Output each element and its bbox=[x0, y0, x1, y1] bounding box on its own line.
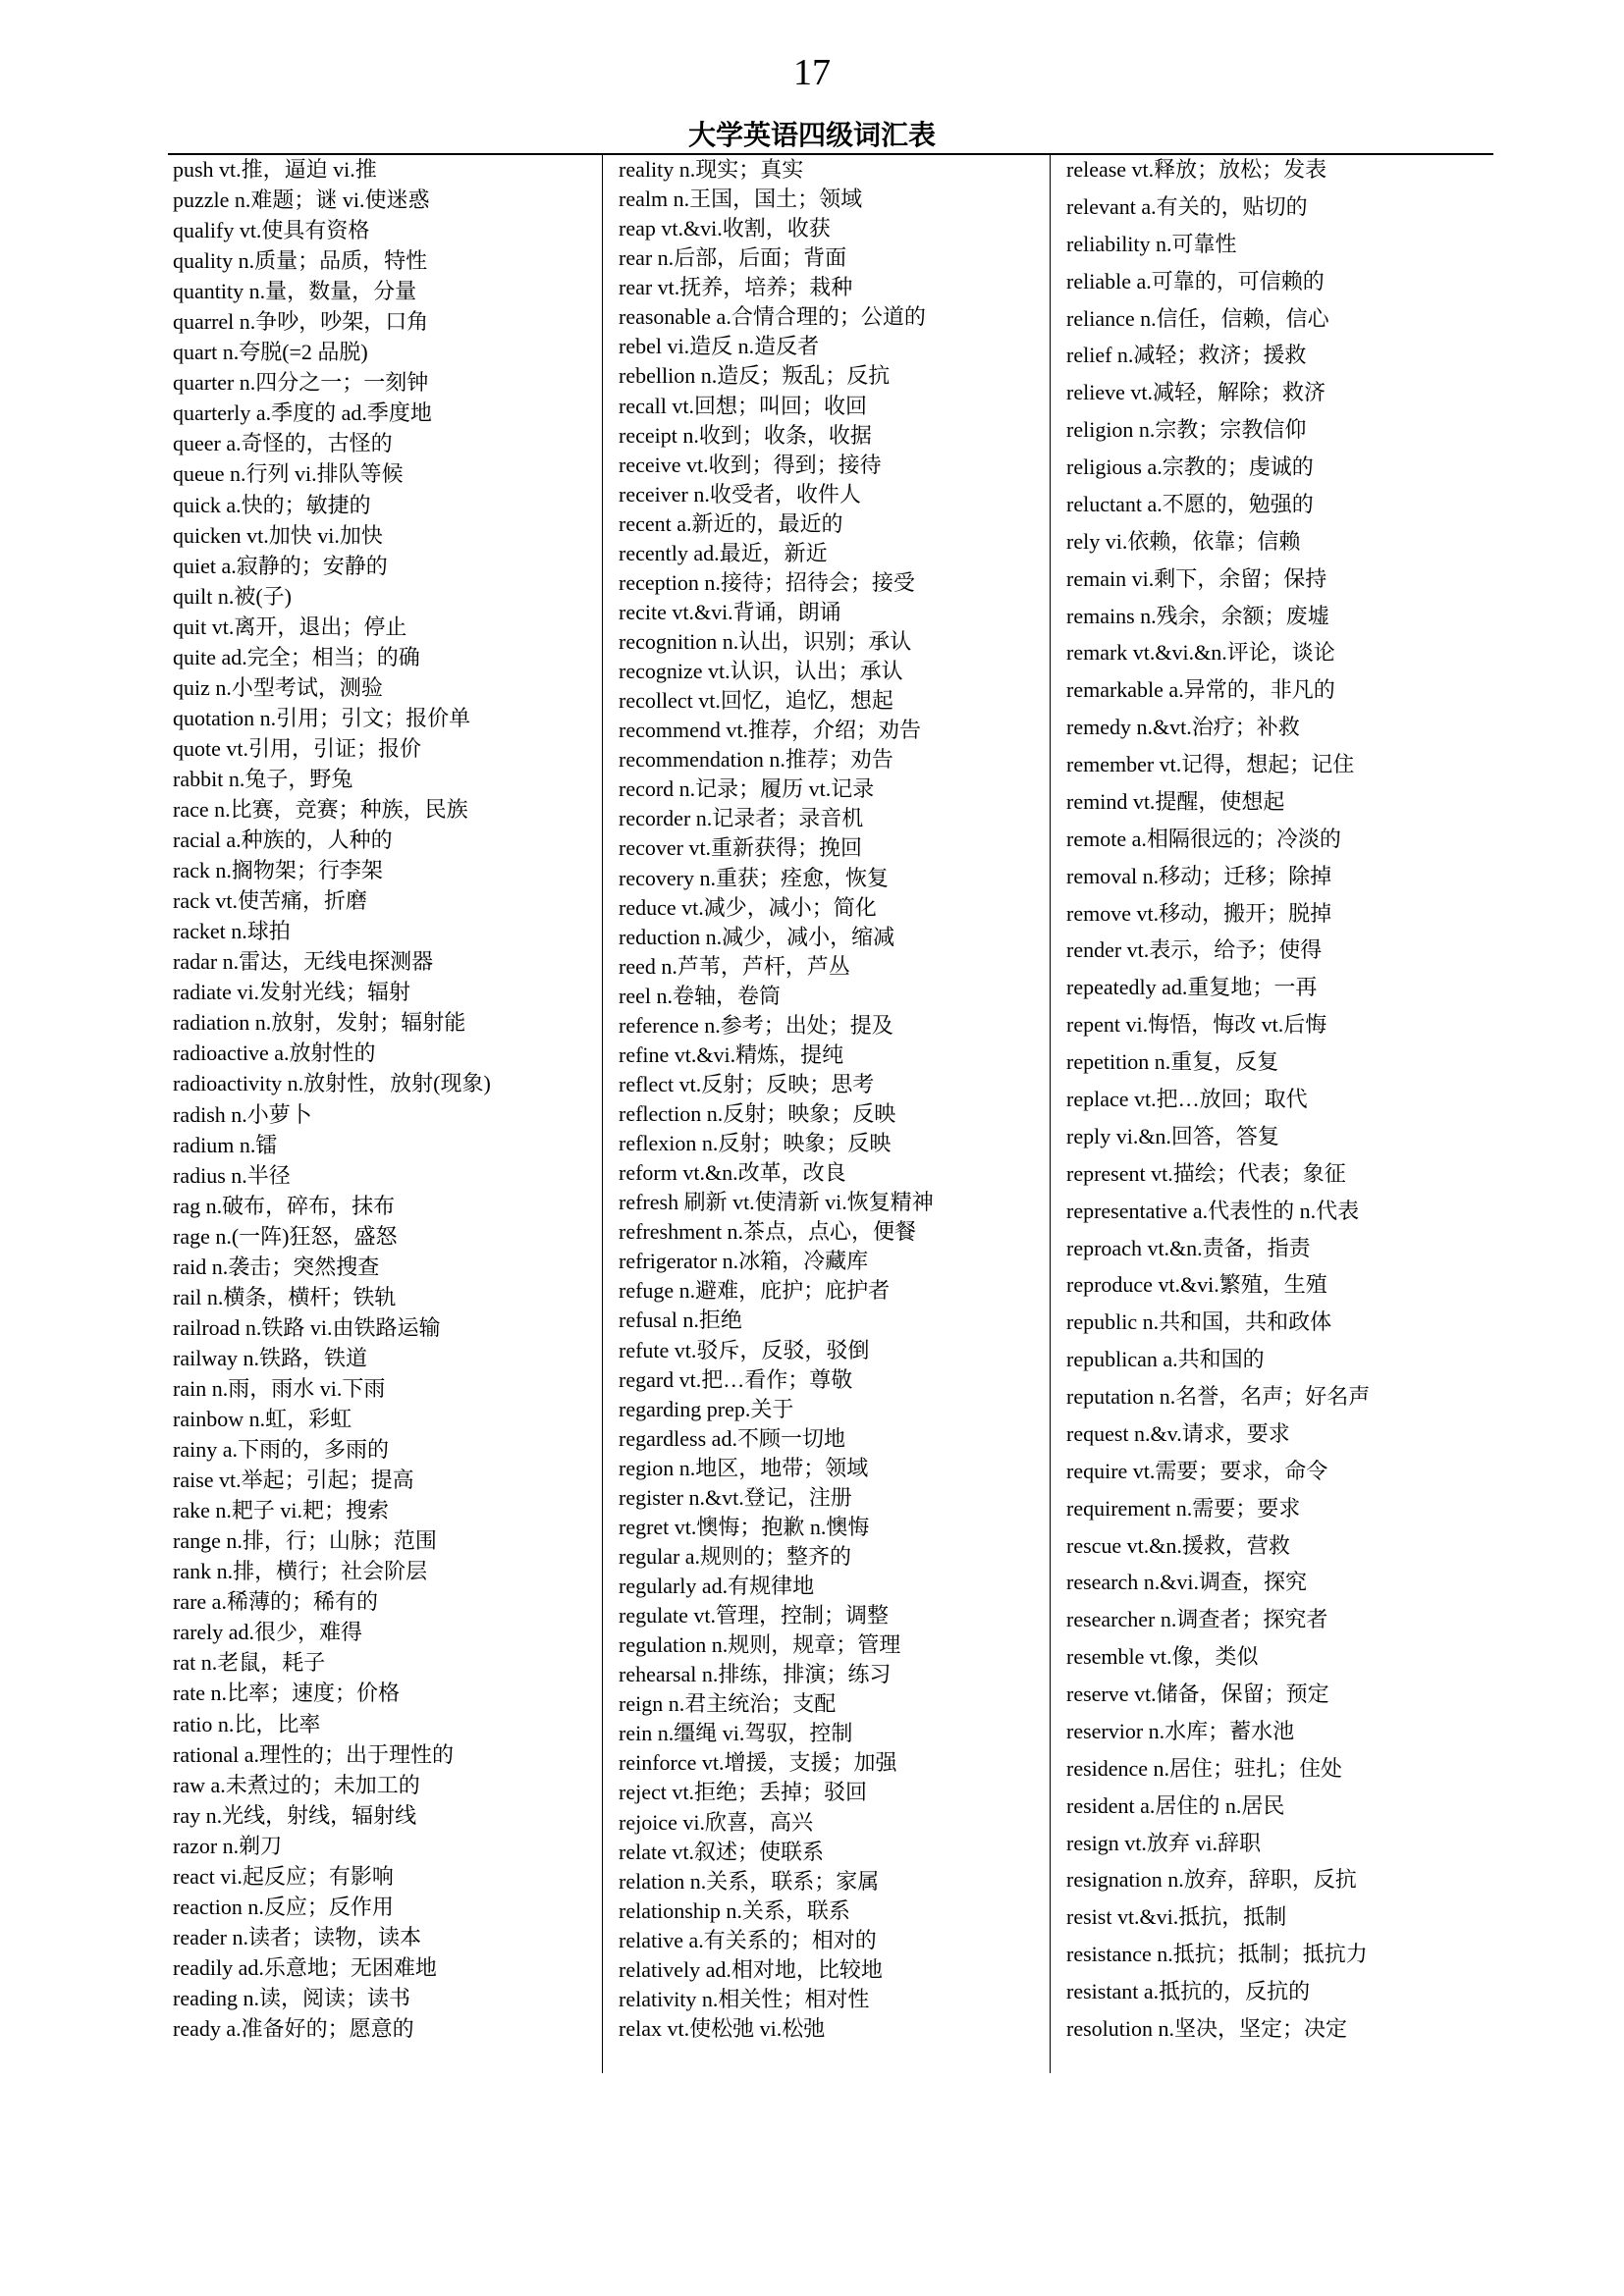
vocabulary-entry: ready a.准备好的；愿意的 bbox=[173, 2016, 414, 2041]
vocabulary-entry: rate n.比率；速度；价格 bbox=[173, 1681, 400, 1705]
vocabulary-entry: rear vt.抚养，培养；栽种 bbox=[619, 275, 853, 299]
vocabulary-entry: recognize vt.认识，认出；承认 bbox=[619, 659, 903, 683]
vocabulary-entry: recover vt.重新获得；挽回 bbox=[619, 835, 863, 860]
vocabulary-entry: resist vt.&vi.抵抗，抵制 bbox=[1066, 1904, 1287, 1929]
column-divider bbox=[602, 154, 603, 2073]
vocabulary-entry: relative a.有关系的；相对的 bbox=[619, 1928, 877, 1952]
vocabulary-entry: react vi.起反应；有影响 bbox=[173, 1864, 394, 1889]
vocabulary-entry: reliable a.可靠的，可信赖的 bbox=[1066, 269, 1325, 294]
vocabulary-entry: removal n.移动；迁移；除掉 bbox=[1066, 864, 1332, 888]
vocabulary-entry: qualify vt.使具有资格 bbox=[173, 218, 370, 242]
vocabulary-entry: racket n.球拍 bbox=[173, 919, 291, 943]
vocabulary-entry: regard vt.把…看作；尊敬 bbox=[619, 1367, 853, 1392]
vocabulary-entry: resistant a.抵抗的，反抗的 bbox=[1066, 1979, 1311, 2003]
vocabulary-entry: raid n.袭击；突然搜查 bbox=[173, 1255, 380, 1279]
vocabulary-entry: reasonable a.合情合理的；公道的 bbox=[619, 304, 926, 329]
vocabulary-entry: quantity n.量，数量，分量 bbox=[173, 279, 417, 303]
vocabulary-entry: reel n.卷轴，卷筒 bbox=[619, 984, 781, 1008]
vocabulary-entry: relativity n.相关性；相对性 bbox=[619, 1987, 870, 2011]
vocabulary-entry: radish n.小萝卜 bbox=[173, 1102, 312, 1127]
vocabulary-entry: relatively ad.相对地，比较地 bbox=[619, 1957, 883, 1982]
vocabulary-entry: quilt n.被(子) bbox=[173, 584, 292, 609]
vocabulary-entry: remedy n.&vt.治疗；补救 bbox=[1066, 715, 1300, 739]
vocabulary-entry: rake n.耙子 vi.耙；搜索 bbox=[173, 1498, 389, 1522]
vocabulary-entry: radioactivity n.放射性，放射(现象) bbox=[173, 1071, 491, 1095]
vocabulary-entry: representative a.代表性的 n.代表 bbox=[1066, 1199, 1360, 1223]
vocabulary-entry: refreshment n.茶点，点心，便餐 bbox=[619, 1219, 917, 1244]
vocabulary-entry: reflexion n.反射；映象；反映 bbox=[619, 1131, 892, 1155]
vocabulary-entry: reign n.君主统治；支配 bbox=[619, 1691, 837, 1716]
vocabulary-entry: require vt.需要；要求，命令 bbox=[1066, 1459, 1328, 1483]
vocabulary-entry: religion n.宗教；宗教信仰 bbox=[1066, 417, 1307, 442]
vocabulary-entry: queue n.行列 vi.排队等候 bbox=[173, 461, 404, 486]
vocabulary-entry: puzzle n.难题；谜 vi.使迷惑 bbox=[173, 187, 430, 212]
vocabulary-entry: reliability n.可靠性 bbox=[1066, 232, 1237, 256]
vocabulary-entry: push vt.推，逼迫 vi.推 bbox=[173, 157, 377, 182]
vocabulary-entry: relax vt.使松弛 vi.松弛 bbox=[619, 2016, 826, 2041]
vocabulary-entry: ray n.光线，射线，辐射线 bbox=[173, 1803, 417, 1828]
vocabulary-entry: reputation n.名誉，名声；好名声 bbox=[1066, 1384, 1371, 1409]
title-rule bbox=[168, 153, 1493, 155]
vocabulary-entry: religious a.宗教的；虔诚的 bbox=[1066, 454, 1314, 479]
vocabulary-entry: raise vt.举起；引起；提高 bbox=[173, 1468, 414, 1492]
vocabulary-entry: receipt n.收到；收条，收据 bbox=[619, 423, 872, 448]
vocabulary-entry: quarterly a.季度的 ad.季度地 bbox=[173, 400, 432, 425]
vocabulary-entry: refusal n.拒绝 bbox=[619, 1308, 742, 1332]
vocabulary-entry: rear n.后部，后面；背面 bbox=[619, 245, 847, 270]
vocabulary-entry: research n.&vi.调查，探究 bbox=[1066, 1570, 1307, 1594]
vocabulary-entry: quarrel n.争吵，吵架，口角 bbox=[173, 309, 429, 334]
vocabulary-entry: render vt.表示，给予；使得 bbox=[1066, 937, 1323, 962]
vocabulary-entry: refute vt.驳斥，反驳，驳倒 bbox=[619, 1338, 870, 1362]
vocabulary-entry: receiver n.收受者，收件人 bbox=[619, 482, 861, 507]
vocabulary-entry: remember vt.记得，想起；记住 bbox=[1066, 752, 1355, 776]
vocabulary-entry: radiation n.放射，发射；辐射能 bbox=[173, 1010, 466, 1035]
vocabulary-entry: relieve vt.减轻，解除；救济 bbox=[1066, 380, 1326, 404]
vocabulary-entry: receive vt.收到；得到；接待 bbox=[619, 453, 882, 477]
vocabulary-entry: quite ad.完全；相当；的确 bbox=[173, 645, 420, 669]
vocabulary-entry: reality n.现实；真实 bbox=[619, 157, 804, 182]
vocabulary-entry: recent a.新近的，最近的 bbox=[619, 511, 843, 536]
vocabulary-entry: remote a.相隔很远的；冷淡的 bbox=[1066, 827, 1341, 851]
vocabulary-entry: request n.&v.请求，要求 bbox=[1066, 1421, 1290, 1446]
vocabulary-entry: republic n.共和国，共和政体 bbox=[1066, 1309, 1332, 1334]
vocabulary-entry: regulation n.规则，规章；管理 bbox=[619, 1632, 901, 1657]
vocabulary-entry: recite vt.&vi.背诵，朗诵 bbox=[619, 600, 841, 624]
vocabulary-entry: raw a.未煮过的；未加工的 bbox=[173, 1773, 420, 1797]
vocabulary-entry: realm n.王国，国土；领域 bbox=[619, 187, 863, 211]
vocabulary-entry: region n.地区，地带；领域 bbox=[619, 1456, 869, 1480]
vocabulary-entry: resolution n.坚决，坚定；决定 bbox=[1066, 2016, 1347, 2041]
vocabulary-entry: radiate vi.发射光线；辐射 bbox=[173, 980, 410, 1004]
vocabulary-entry: represent vt.描绘；代表；象征 bbox=[1066, 1161, 1346, 1186]
vocabulary-entry: republican a.共和国的 bbox=[1066, 1347, 1265, 1371]
column-divider bbox=[1050, 154, 1051, 2073]
vocabulary-entry: railroad n.铁路 vi.由铁路运输 bbox=[173, 1315, 441, 1340]
vocabulary-entry: recollect vt.回忆，追忆，想起 bbox=[619, 688, 893, 713]
vocabulary-entry: refrigerator n.冰箱，冷藏库 bbox=[619, 1249, 869, 1273]
vocabulary-entry: rely vi.依赖，依靠；信赖 bbox=[1066, 529, 1301, 554]
vocabulary-entry: reception n.接待；招待会；接受 bbox=[619, 570, 915, 595]
vocabulary-entry: refine vt.&vi.精炼，提纯 bbox=[619, 1042, 844, 1067]
vocabulary-entry: rail n.横条，横杆；铁轨 bbox=[173, 1285, 397, 1309]
vocabulary-entry: recently ad.最近，新近 bbox=[619, 541, 828, 565]
vocabulary-entry: release vt.释放；放松；发表 bbox=[1066, 157, 1327, 182]
vocabulary-entry: recovery n.重获；痊愈，恢复 bbox=[619, 866, 889, 890]
vocabulary-entry: remains n.残余，余额；废墟 bbox=[1066, 604, 1329, 628]
vocabulary-entry: reserve vt.储备，保留；预定 bbox=[1066, 1682, 1329, 1706]
vocabulary-entry: quart n.夸脱(=2 品脱) bbox=[173, 340, 368, 364]
vocabulary-entry: reduce vt.减少，减小；简化 bbox=[619, 895, 877, 920]
vocabulary-entry: radius n.半径 bbox=[173, 1163, 291, 1188]
vocabulary-entry: reservior n.水库；蓄水池 bbox=[1066, 1719, 1295, 1743]
vocabulary-entry: reform vt.&n.改革，改良 bbox=[619, 1160, 846, 1185]
vocabulary-entry: reflection n.反射；映象；反映 bbox=[619, 1101, 896, 1126]
vocabulary-entry: rainy a.下雨的，多雨的 bbox=[173, 1437, 389, 1462]
vocabulary-entry: reliance n.信任，信赖，信心 bbox=[1066, 306, 1329, 331]
vocabulary-entry: rack n.搁物架；行李架 bbox=[173, 858, 383, 882]
vocabulary-entry: resignation n.放弃，辞职，反抗 bbox=[1066, 1867, 1357, 1892]
vocabulary-entry: reduction n.减少，减小，缩减 bbox=[619, 925, 895, 949]
vocabulary-entry: resign vt.放弃 vi.辞职 bbox=[1066, 1831, 1261, 1855]
vocabulary-entry: resident a.居住的 n.居民 bbox=[1066, 1793, 1285, 1818]
vocabulary-entry: reject vt.拒绝；丢掉；驳回 bbox=[619, 1780, 867, 1804]
vocabulary-entry: reaction n.反应；反作用 bbox=[173, 1895, 394, 1919]
vocabulary-entry: recorder n.记录者；录音机 bbox=[619, 806, 864, 830]
vocabulary-entry: ratio n.比，比率 bbox=[173, 1712, 321, 1736]
vocabulary-entry: rational a.理性的；出于理性的 bbox=[173, 1742, 454, 1767]
vocabulary-entry: razor n.剃刀 bbox=[173, 1834, 283, 1858]
vocabulary-entry: resistance n.抵抗；抵制；抵抗力 bbox=[1066, 1942, 1368, 1966]
vocabulary-entry: recall vt.回想；叫回；收回 bbox=[619, 394, 867, 418]
vocabulary-entry: remove vt.移动，搬开；脱掉 bbox=[1066, 901, 1332, 926]
vocabulary-entry: rainbow n.虹，彩虹 bbox=[173, 1407, 352, 1431]
vocabulary-entry: quote vt.引用，引证；报价 bbox=[173, 736, 421, 761]
vocabulary-entry: reference n.参考；出处；提及 bbox=[619, 1013, 893, 1038]
vocabulary-entry: reproach vt.&n.责备，指责 bbox=[1066, 1236, 1311, 1260]
vocabulary-entry: reading n.读，阅读；读书 bbox=[173, 1986, 410, 2010]
vocabulary-entry: remark vt.&vi.&n.评论，谈论 bbox=[1066, 640, 1335, 665]
vocabulary-entry: radar n.雷达，无线电探测器 bbox=[173, 949, 434, 974]
vocabulary-entry: record n.记录；履历 vt.记录 bbox=[619, 776, 875, 801]
vocabulary-entry: rag n.破布，碎布，抹布 bbox=[173, 1194, 396, 1218]
vocabulary-entry: remain vi.剩下，余留；保持 bbox=[1066, 566, 1327, 591]
vocabulary-entry: refresh 刷新 vt.使清新 vi.恢复精神 bbox=[619, 1190, 934, 1214]
vocabulary-entry: recognition n.认出，识别；承认 bbox=[619, 629, 912, 654]
vocabulary-entry: regularly ad.有规律地 bbox=[619, 1574, 815, 1598]
vocabulary-entry: refuge n.避难，庇护；庇护者 bbox=[619, 1278, 891, 1303]
vocabulary-entry: repetition n.重复，反复 bbox=[1066, 1049, 1279, 1074]
vocabulary-entry: reed n.芦苇，芦杆，芦丛 bbox=[619, 954, 850, 979]
vocabulary-entry: quick a.快的；敏捷的 bbox=[173, 493, 371, 517]
vocabulary-entry: quotation n.引用；引文；报价单 bbox=[173, 706, 471, 730]
vocabulary-entry: relevant a.有关的，贴切的 bbox=[1066, 194, 1308, 219]
vocabulary-entry: rejoice vi.欣喜，高兴 bbox=[619, 1810, 813, 1835]
vocabulary-entry: remind vt.提醒，使想起 bbox=[1066, 789, 1285, 814]
vocabulary-entry: racial a.种族的，人种的 bbox=[173, 828, 393, 852]
vocabulary-entry: register n.&vt.登记，注册 bbox=[619, 1485, 852, 1510]
vocabulary-entry: relation n.关系，联系；家属 bbox=[619, 1869, 880, 1894]
vocabulary-entry: rage n.(一阵)狂怒，盛怒 bbox=[173, 1224, 398, 1249]
vocabulary-entry: repeatedly ad.重复地；一再 bbox=[1066, 975, 1318, 999]
vocabulary-entry: quiz n.小型考试，测验 bbox=[173, 675, 383, 700]
vocabulary-entry: regardless ad.不顾一切地 bbox=[619, 1426, 845, 1451]
vocabulary-entry: radium n.镭 bbox=[173, 1133, 278, 1157]
vocabulary-entry: reply vi.&n.回答，答复 bbox=[1066, 1124, 1279, 1148]
vocabulary-entry: rebel vi.造反 n.造反者 bbox=[619, 334, 820, 358]
vocabulary-entry: rain n.雨，雨水 vi.下雨 bbox=[173, 1376, 386, 1401]
vocabulary-entry: rare a.稀薄的；稀有的 bbox=[173, 1589, 378, 1614]
vocabulary-entry: quit vt.离开，退出；停止 bbox=[173, 614, 407, 639]
vocabulary-entry: rack vt.使苦痛，折磨 bbox=[173, 888, 367, 913]
vocabulary-entry: queer a.奇怪的，古怪的 bbox=[173, 431, 393, 455]
vocabulary-entry: reproduce vt.&vi.繁殖，生殖 bbox=[1066, 1272, 1327, 1297]
vocabulary-entry: regular a.规则的；整齐的 bbox=[619, 1544, 852, 1569]
vocabulary-entry: railway n.铁路，铁道 bbox=[173, 1346, 367, 1370]
vocabulary-entry: reader n.读者；读物，读本 bbox=[173, 1925, 421, 1949]
vocabulary-entry: rabbit n.兔子，野兔 bbox=[173, 767, 353, 791]
vocabulary-entry: requirement n.需要；要求 bbox=[1066, 1496, 1301, 1521]
vocabulary-entry: rat n.老鼠，耗子 bbox=[173, 1650, 326, 1675]
vocabulary-entry: quicken vt.加快 vi.加快 bbox=[173, 523, 383, 548]
vocabulary-entry: radioactive a.放射性的 bbox=[173, 1041, 376, 1065]
page-title: 大学英语四级词汇表 bbox=[687, 119, 936, 151]
vocabulary-entry: relationship n.关系，联系 bbox=[619, 1898, 850, 1923]
vocabulary-entry: remarkable a.异常的，非凡的 bbox=[1066, 677, 1335, 702]
vocabulary-entry: readily ad.乐意地；无困难地 bbox=[173, 1955, 437, 1980]
vocabulary-entry: repent vi.悔悟，悔改 vt.后悔 bbox=[1066, 1012, 1327, 1037]
vocabulary-entry: quarter n.四分之一；一刻钟 bbox=[173, 370, 429, 395]
vocabulary-entry: relief n.减轻；救济；援救 bbox=[1066, 343, 1307, 367]
vocabulary-entry: rescue vt.&n.援救，营救 bbox=[1066, 1533, 1290, 1558]
vocabulary-entry: replace vt.把…放回；取代 bbox=[1066, 1087, 1308, 1111]
vocabulary-entry: rank n.排，横行；社会阶层 bbox=[173, 1559, 428, 1583]
vocabulary-entry: quiet a.寂静的；安静的 bbox=[173, 554, 388, 578]
vocabulary-entry: regarding prep.关于 bbox=[619, 1397, 794, 1421]
vocabulary-entry: race n.比赛，竞赛；种族，民族 bbox=[173, 797, 468, 822]
vocabulary-entry: resemble vt.像，类似 bbox=[1066, 1644, 1259, 1669]
vocabulary-entry: reluctant a.不愿的，勉强的 bbox=[1066, 492, 1314, 516]
vocabulary-entry: regulate vt.管理，控制；调整 bbox=[619, 1603, 889, 1628]
vocabulary-entry: range n.排，行；山脉；范围 bbox=[173, 1528, 437, 1553]
vocabulary-entry: reinforce vt.增援，支援；加强 bbox=[619, 1750, 897, 1775]
vocabulary-entry: rebellion n.造反；叛乱；反抗 bbox=[619, 363, 891, 388]
vocabulary-entry: rehearsal n.排练，排演；练习 bbox=[619, 1662, 892, 1686]
vocabulary-entry: residence n.居住；驻扎；住处 bbox=[1066, 1756, 1343, 1781]
vocabulary-entry: quality n.质量；品质，特性 bbox=[173, 248, 428, 273]
vocabulary-entry: reflect vt.反射；反映；思考 bbox=[619, 1072, 875, 1096]
page-number: 17 bbox=[793, 52, 831, 93]
vocabulary-entry: reap vt.&vi.收割，收获 bbox=[619, 216, 831, 240]
vocabulary-entry: researcher n.调查者；探究者 bbox=[1066, 1607, 1328, 1631]
vocabulary-entry: regret vt.懊悔；抱歉 n.懊悔 bbox=[619, 1515, 870, 1539]
vocabulary-entry: relate vt.叙述；使联系 bbox=[619, 1840, 824, 1864]
vocabulary-entry: rein n.缰绳 vi.驾驭，控制 bbox=[619, 1721, 853, 1745]
vocabulary-entry: recommendation n.推荐；劝告 bbox=[619, 747, 893, 772]
vocabulary-entry: recommend vt.推荐，介绍；劝告 bbox=[619, 718, 921, 742]
vocabulary-entry: rarely ad.很少，难得 bbox=[173, 1620, 363, 1644]
